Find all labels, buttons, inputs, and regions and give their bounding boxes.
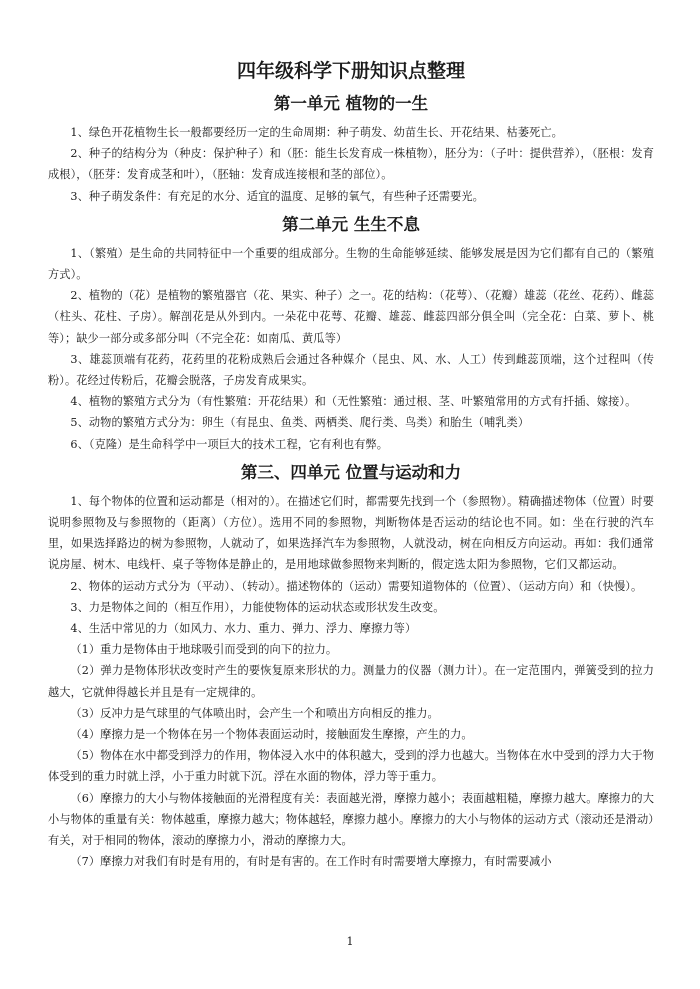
paragraph: 3、种子萌发条件：有充足的水分、适宜的温度、足够的氧气，有些种子还需要光。: [70, 189, 484, 203]
paragraph: （6）摩擦力的大小与物体接触面的光滑程度有关：表面越光滑，摩擦力越小；表面越粗糙，摩擦力越大。摩擦力的大小与物体的重量有关：物体越重，摩擦力越大；物体越轻，摩擦力越小。摩擦力的大小与物体的运动方式（滚动还是滑动）有关，对于相同的物体，滚动的摩擦力小，滑动的摩擦力大。: [48, 791, 654, 848]
paragraph: 2、物体的运动方式分为（平动）、（转动）。描述物体的（运动）需要知道物体的（位置）、（运动方向）和（快慢）。: [70, 579, 643, 593]
unit-section-1: [48, 92, 654, 207]
paragraph: 2、种子的结构分为（种皮：保护种子）和（胚：能生长发育成一株植物），胚分为：（子叶：提供营养），（胚根：发育成根），（胚芽：发育成茎和叶），（胚轴：发育成连接根和茎的部位）。: [48, 147, 654, 182]
document-title: 四年级科学下册知识点整理: [236, 60, 465, 82]
unit-heading: 第一单元 植物的一生: [273, 94, 429, 113]
paragraph: （2）弹力是物体形状改变时产生的要恢复原来形状的力。测量力的仪器（测力计）。在一定范围内，弹簧受到的拉力越大，它就伸得越长并且是有一定规律的。: [48, 664, 654, 699]
paragraph: （3）反冲力是气球里的气体喷出时，会产生一个和喷出方向相反的推力。: [70, 706, 439, 720]
unit-heading: 第三、四单元 位置与运动和力: [240, 462, 462, 482]
paragraph: 3、力是物体之间的（相互作用），力能使物体的运动状态或形状发生改变。: [70, 600, 445, 614]
paragraph: 1、绿色开花植物生长一般都要经历一定的生命周期：种子萌发、幼苗生长、开花结果、枯萎死亡。: [70, 126, 563, 139]
paragraph: （1）重力是物体由于地球吸引而受到的向下的拉力。: [70, 643, 338, 657]
paragraph: 5、动物的繁殖方式分为：卵生（有昆虫、鱼类、两栖类、爬行类、鸟类）和胎生（哺乳类）: [70, 416, 530, 430]
paragraph: （7）摩擦力对我们有时是有用的，有时是有害的。在工作时有时需要增大摩擦力，有时需要减小: [70, 855, 552, 869]
page-number: 1: [346, 935, 354, 948]
paragraph: （5）物体在水中都受到浮力的作用，物体浸入水中的体积越大，受到的浮力也越大。当物体在水中受到的浮力大于物体受到的重力时就上浮，小于重力时就下沉。浮在水面的物体，浮力等于重力。: [48, 749, 654, 784]
paragraph: 4、植物的繁殖方式分为（有性繁殖：开花结果）和（无性繁殖：通过根、茎、叶繁殖常用的方式有扦插、嫁接）。: [70, 395, 637, 409]
paragraph: 2、植物的（花）是植物的繁殖器官（花、果实、种子）之一。花的结构：（花萼）、（花瓣）雄蕊（花丝、花药）、雌蕊（柱头、花柱、子房）。解剖花是从外到内。一朵花中花萼、花瓣、雄蕊、雌蕊四部分俱全叫（完全花：白菜、萝卜、桃等）；缺少一部分或多部分叫（不完全花：如南瓜、黄瓜等）: [48, 289, 654, 345]
unit-section-2: [48, 213, 654, 455]
paragraph: 3、雄蕊顶端有花药，花药里的花粉成熟后会通过各种媒介（昆虫、风、水、人工）传到雌蕊顶端，这个过程叫（传粉）。花经过传粉后，花瓣会脱落，子房发育成果实。: [48, 352, 654, 388]
paragraph: （4）摩擦力是一个物体在另一个物体表面运动时，接触面发生摩擦，产生的力。: [70, 728, 473, 742]
paragraph: 1、（繁殖）是生命的共同特征中一个重要的组成部分。生物的生命能够延续、能够发展是因为它们都有自己的（繁殖方式）。: [48, 246, 654, 282]
document-page: [48, 52, 654, 879]
unit-section-3: [48, 461, 654, 873]
paragraph: 4、生活中常见的力（如风力、水力、重力、弹力、浮力、摩擦力等）: [70, 622, 417, 636]
paragraph: 6、（克隆）是生命科学中一项巨大的技术工程，它有利也有弊。: [70, 437, 389, 451]
unit-heading: 第二单元 生生不息: [282, 214, 420, 234]
paragraph: 1、每个物体的位置和运动都是（相对的）。在描述它们时，都需要先找到一个（参照物）。精确描述物体（位置）时要说明参照物及与参照物的（距离）（方位）。选用不同的参照物，判断物体是否运动的结论也不同。如：坐在行驶的汽车里，如果选择路边的树为参照物，人就动了，如果选择汽车为参照物，人就没动，树在向相反方向运动。再如：我们通常说房屋、树木、电线杆、桌子等物体是静止的，是用地球做参照物来判断的，假定选太阳为参照物，它们又都运动。: [48, 494, 654, 572]
